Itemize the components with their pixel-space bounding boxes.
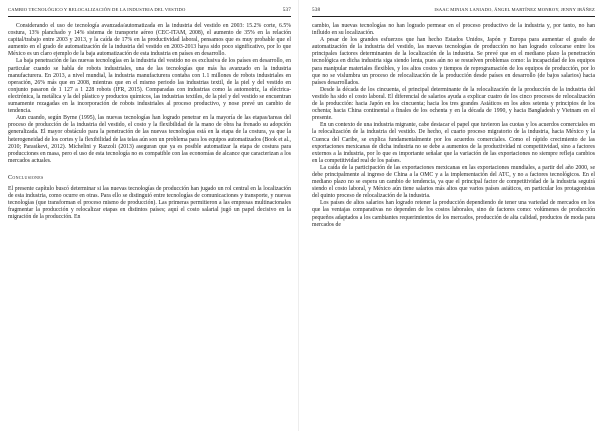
body-paragraph: La baja penetración de las nuevas tecnologías en la industria del vestido no es exclusiva de los países en desarrollo, en particular cuando se habla de robots industriales, una de las tecnologías que más ha avanzado en la industria manufacturera. En 2013, a nivel mundial, la industria manufacturera contaba con 1.1 millones de robots industriales en operación, 26% más que en 2008, mientras que en el mismo periodo las industrias textil, de la piel y del vestido en conjunto pasaron de 1 127 a 1 228 robots (IFR, 2015). Comparadas con industrias como la automotriz, la eléctrica-electrónica, la metálica y la del plástico y productos químicos, las industrias textiles, de la piel y del vestido se encuentran sumamente rezagadas en la incorporación de robots industriales al proceso productivo, y nose prevé un cambio de tendencia. — [8, 58, 291, 115]
page-gutter — [298, 0, 299, 431]
body-paragraph: cambio, las nuevas tecnologías no han logrado permear en el proceso productivo de la industria y, por tanto, no han influido en su localización. — [312, 23, 595, 37]
left-page — [8, 0, 291, 431]
body-paragraph: A pesar de los grandes esfuerzos que han hecho Estados Unidos, Japón y Europa para aumentar el grado de automatización de la industria del vestido, las nuevas tecnologías de producción no han logrado colocarse entre los principales factores determinantes de la localización de la industria. Se prevé que en el mediano plazo la penetración tecnológica en dicha industria siga siendo lenta, pues aún no se resuelven problemas como: la incapacidad de los equipos para manipular materiales flexibles, y los altos costos y tiempos de reprogramación de los equipos de producción, por lo que no se vislumbra un proceso de relocalización de la producción desde países en desarrollo (de bajos salarios) hacia países desarrollados. — [312, 37, 595, 86]
right-page-body — [312, 17, 595, 229]
left-page-body — [8, 17, 291, 221]
body-paragraph: Aun cuando, según Byrne (1995), las nuevas tecnologías han logrado penetrar en la mayoría de las etapas/tareas del proceso de producción de la industria del vestido, el costo y la flexibilidad de la mano de obra ha frenado su adopción generalizada. El mayor obstáculo para la penetración de las nuevas tecnologías está en la etapa de la costura, ya que la heterogeneidad de los cortes y la flexibilidad de las telas aún son un problema para los equipos automatizados (Book et al., 2010; Parasikevi, 2012). Michelini y Razzoli (2013) aseguran que ya es posible automatizar la etapa de costura para producciones en masa, pero el uso de esta tecnología no es compatible con las economías de alcance que caracterizan a los mercados actuales. — [8, 115, 291, 164]
right-page-header — [312, 4, 595, 17]
body-paragraph: Considerando el uso de tecnología avanzada/automatizada en la industria del vestido en 2003: 15.2% corte, 6.5% costura, 13% planchado y 14% sistema de transporte aéreo (CEC-ITAM, 2008), el aumento de 35% en la relación capital/trabajo entre 2003 y 2013, y la caída de 17% en la productividad laboral, pensamos que es muy probable que el aumento en el grado de automatización de la industria del vestido en 2003-2013 haya sido poco significativo, por lo que México es un claro ejemplo de la baja automatización de esta industria en países en desarrollo. — [8, 23, 291, 58]
running-authors: ISAAC MINIAN LANIADO, ÁNGEL MARTÍNEZ MONROY, JENNY IBÁÑEZ — [434, 7, 595, 12]
page-number: 537 — [282, 7, 291, 13]
body-paragraph: En un contexto de una industria migrante, cabe destacar el papel que tuvieron las cuotas y los acuerdos comerciales en la relocalización de la industria del vestido. De hecho, el cuarto proceso migratorio de la industria, hacia México y la Cuenca del Caribe, se explica fundamentalmente por los acuerdos comerciales. Como el rápido crecimiento de las exportaciones mexicanas de dicha industria no se debe a aumentos de la productividad ni competitividad, sino a factores externos a la industria, por lo que es importante señalar que la variación de las exportaciones no siempre refleja cambios en la competitividad real de los países. — [312, 122, 595, 164]
body-paragraph: Desde la década de los cincuenta, el principal determinante de la relocalización de la producción de la industria del vestido ha sido el costo laboral. El diferencial de salarios ayuda a explicar cuatro de los cinco procesos de relocalización de la producción: hacia Japón en los cincuenta; hacia los tres grandes Asiáticos en los años setenta y principios de los ochenta; hacia China continental a finales de los ochenta y en la década de 1990, y hacia Bangladesh y Vietnam en el presente. — [312, 86, 595, 122]
body-paragraph: Los países de altos salarios han logrado retener la producción dependiendo de tener una variedad de mercados en los que las ventajas comparativas no dependen de los costos laborales, sino de factores como: volúmenes de producción pequeños adaptados a los cambiantes requerimientos de los mercados, producción de alta calidad, productos de moda para mercados de — [312, 200, 595, 228]
page-number: 538 — [312, 7, 321, 13]
section-heading: Conclusiones — [8, 173, 44, 181]
running-title: CAMBIO TECNOLÓGICO Y RELOCALIZACIÓN DE LA INDUSTRIA DEL VESTIDO — [8, 7, 186, 12]
left-page-header — [8, 4, 291, 17]
right-page — [312, 0, 595, 431]
body-paragraph: La caída de la participación de las exportaciones mexicanas en las exportaciones mundiales, a partir del año 2000, se debe principalmente al ingreso de China a la OMC y a la implementación del ATC, y no a factores tecnológicos. En el mediano plazo no se espera un cambio de tendencia, ya que el principal factor de competitividad de la industria seguirá siendo el costo laboral, y México aún tiene salarios más altos que varios países asiáticos, en particular los protagonistas del quinto proceso de relocalización de la industria. — [312, 164, 595, 200]
body-paragraph: El presente capítulo buscó determinar si las nuevas tecnologías de producción han jugado un rol central en la localización de esta industria, como ocurre en otras. Para ello se distinguió entre tecnologías de comunicaciones y transporte, y nuevas tecnologías (que transforman el proceso mismo de producción). Las primeras permitieron a las empresas multinacionales fragmentar la producción y relocalizar etapas en distintos países; aquí el costo salarial jugó un papel decisivo en la migración de la producción. En — [8, 185, 291, 221]
